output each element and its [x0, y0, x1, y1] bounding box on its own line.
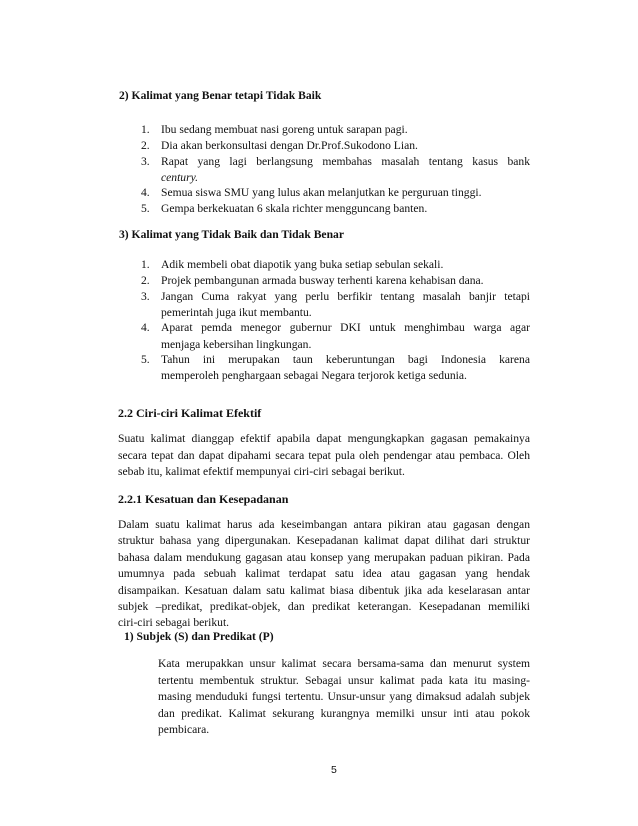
- list-item-text: [161, 352, 530, 385]
- subsection-heading: 1) Subjek (S) dan Predikat (P): [124, 630, 274, 643]
- list-item-number: 2.: [141, 138, 150, 152]
- list-item-line: Gempa berkekuatan 6 skala richter mengguncang banten.: [161, 202, 428, 215]
- list-item-text: [161, 273, 530, 290]
- paragraph-line: struktur bahasa yang dipergunakan. Kesepadanan kalimat dapat dilihat dari struktur: [118, 534, 530, 548]
- paragraph: [118, 517, 530, 632]
- subsection-heading: 3) Kalimat yang Tidak Baik dan Tidak Benar: [119, 228, 344, 241]
- paragraph-line: disampaikan. Kesatuan dalam satu kalimat biasa dibentuk jika ada keselarasan antar: [118, 583, 530, 597]
- paragraph-line: Suatu kalimat dianggap efektif apabila dapat mengungkapkan gagasan pemakainya: [118, 432, 530, 445]
- page-number: 5: [331, 764, 337, 776]
- paragraph-line: masing menduduki fungsi tertentu. Unsur-unsur yang dimaksud adalah subjek: [158, 690, 530, 703]
- list-item-number: 1.: [141, 258, 150, 271]
- list-item-text: [161, 289, 530, 322]
- paragraph: [118, 431, 530, 481]
- list-item-line: Ibu sedang membuat nasi goreng untuk sarapan pagi.: [161, 123, 408, 136]
- list-item-line: menjaga kebersihan lingkungan.: [161, 337, 312, 351]
- paragraph-line: subjek –predikat, predikat-objek, dan predikat keterangan. Kesepadanan memiliki: [118, 600, 530, 614]
- list-item-number: 3.: [141, 289, 150, 303]
- list-item-number: 2.: [141, 273, 150, 287]
- paragraph-line: pembicara.: [158, 723, 210, 736]
- paragraph-line: Dalam suatu kalimat harus ada keseimbangan antara pikiran atau gagasan dengan: [118, 518, 530, 531]
- list-item-text: [161, 201, 530, 218]
- paragraph-line: bahasa dalam mendukung gagasan atau konsep yang merupakan paduan pikiran. Pada: [118, 550, 530, 564]
- paragraph-line: secara tepat dan dapat dipahami secara tepat pula oleh pendengar atau pembaca. Oleh: [118, 448, 530, 462]
- list-item-line: century.: [161, 171, 199, 185]
- list-item-line: Dia akan berkonsultasi dengan Dr.Prof.Sukodono Lian.: [161, 138, 418, 152]
- paragraph-line: dan predikat. Kalimat sekurang kurangnya memilki unsur inti atau pokok: [158, 706, 530, 720]
- list-item-text: [161, 138, 530, 155]
- list-item-text: [161, 257, 530, 274]
- list-item-line: pemerintah juga ikut membantu.: [161, 306, 312, 320]
- list-item-line: Rapat yang lagi berlangsung membahas masalah tentang kasus bank: [161, 154, 530, 168]
- list-item-line: Aparat pemda menegor gubernur DKI untuk menghimbau warga agar: [161, 321, 530, 335]
- paragraph-line: umumnya pada sebuah kalimat terdapat satu idea atau gagasan yang hendak: [118, 567, 530, 581]
- list-item-text: [161, 154, 530, 187]
- list-item-line: Projek pembangunan armada busway terhenti karena kehabisan dana.: [161, 273, 484, 287]
- list-item-number: 3.: [141, 154, 150, 168]
- list-item-text: [161, 185, 530, 202]
- section-title: 2.2 Ciri-ciri Kalimat Efektif: [118, 406, 262, 420]
- list-item-line: memperoleh penghargaan sebagai Negara terjorok ketiga sedunia.: [161, 369, 467, 383]
- list-item-number: 4.: [141, 186, 150, 200]
- paragraph-line: Kata merupakkan unsur kalimat secara bersama-sama dan menurut system: [158, 657, 530, 670]
- list-item-number: 1.: [141, 123, 150, 136]
- paragraph-line: tertentu membentuk struktur. Sebagai unsur kalimat pada kata itu masing-: [158, 673, 530, 687]
- list-item-number: 5.: [141, 202, 150, 215]
- list-item-line: Semua siswa SMU yang lulus akan melanjutkan ke perguruan tinggi.: [161, 186, 482, 200]
- paragraph: [158, 656, 530, 739]
- subsection-heading: 2) Kalimat yang Benar tetapi Tidak Baik: [119, 89, 322, 102]
- paragraph-line: sebab itu, kalimat efektif mempunyai ciri-ciri sebagai berikut.: [118, 465, 405, 478]
- list-item-number: 5.: [141, 352, 150, 366]
- list-item-line: Adik membeli obat diapotik yang buka setiap sebulan sekali.: [161, 258, 444, 271]
- list-item-line: Jangan Cuma rakyat yang perlu berfikir tentang masalah banjir tetapi: [161, 289, 530, 303]
- list-item-text: [161, 320, 530, 353]
- list-item-number: 4.: [141, 321, 150, 335]
- paragraph-line: ciri-ciri sebagai berikut.: [118, 616, 230, 630]
- list-item-text: [161, 122, 530, 139]
- section-title: 2.2.1 Kesatuan dan Kesepadanan: [118, 492, 289, 506]
- list-item-line: Tahun ini merupakan taun keberuntungan bagi Indonesia karena: [161, 352, 530, 366]
